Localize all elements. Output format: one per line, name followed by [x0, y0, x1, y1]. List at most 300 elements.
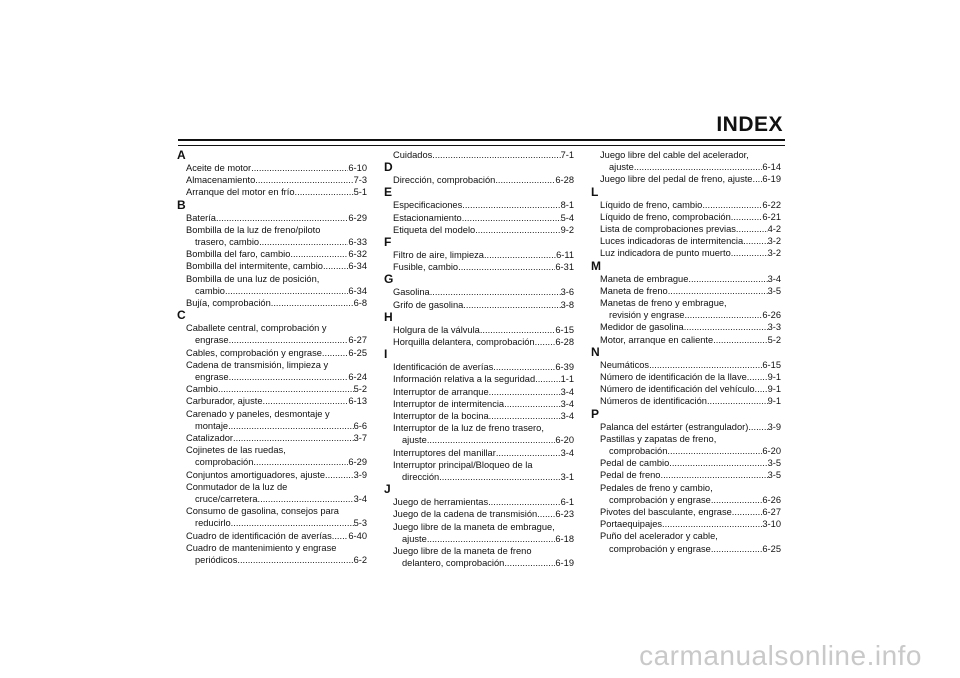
index-entry	[591, 235, 781, 247]
index-entry	[384, 545, 574, 569]
dot-leader	[489, 410, 561, 422]
index-column-3	[591, 149, 781, 555]
index-entry-text: Portaequipajes	[600, 519, 663, 530]
index-entry	[177, 174, 367, 186]
dot-leader	[463, 299, 560, 311]
dot-leader	[535, 373, 560, 385]
index-entry-text: Arranque del motor en frío	[186, 187, 295, 198]
index-entry	[591, 334, 781, 346]
index-entry-line: Cuadro de mantenimiento y engrase	[186, 542, 337, 553]
index-entry-text: Etiqueta del modelo	[393, 224, 476, 235]
index-entry-page: 5-4	[560, 212, 574, 223]
index-entry	[177, 408, 367, 432]
index-entry-page: 6-6	[353, 420, 367, 431]
index-entry	[591, 321, 781, 333]
dot-leader	[649, 359, 762, 371]
index-entry-text: Filtro de aire, limpieza	[393, 250, 484, 261]
index-entry	[384, 361, 574, 373]
index-entry	[384, 199, 574, 211]
dot-leader	[439, 471, 560, 483]
index-entry	[177, 273, 367, 297]
index-entry-text: Juego de la cadena de transmisión	[393, 509, 538, 520]
index-entry-text: Identificación de averías	[393, 362, 494, 373]
dot-leader	[504, 398, 560, 410]
index-entry	[384, 249, 574, 261]
index-entry-text: Batería	[186, 212, 216, 223]
dot-leader	[688, 273, 767, 285]
index-entry	[177, 186, 367, 198]
page-title: INDEX	[716, 113, 783, 136]
index-entry-text: Bombilla del intermitente, cambio	[186, 261, 323, 272]
index-entry-line: Pedales de freno y cambio,	[600, 482, 713, 493]
index-entry	[384, 410, 574, 422]
index-entry-text: Neumáticos	[600, 359, 650, 370]
index-entry	[591, 285, 781, 297]
watermark: carmanualsonline.info	[639, 640, 922, 671]
index-entry-page: 3-5	[767, 470, 781, 481]
index-entry	[591, 211, 781, 223]
index-entry	[177, 347, 367, 359]
index-entry	[384, 508, 574, 520]
index-entry	[177, 395, 367, 407]
index-entry-text: Bujía, comprobación	[186, 298, 271, 309]
index-entry-page: 3-4	[560, 386, 574, 397]
index-entry-line: Conmutador de la luz de	[186, 481, 288, 492]
dot-leader	[258, 493, 354, 505]
index-entry	[591, 371, 781, 383]
index-entry-page: 6-29	[348, 457, 367, 468]
dot-leader	[322, 347, 348, 359]
index-entry-page: 6-26	[762, 310, 781, 321]
index-entry-page: 5-2	[767, 334, 781, 345]
index-entry-page: 6-8	[353, 298, 367, 309]
index-entry-text: Lista de comprobaciones previas	[600, 224, 736, 235]
index-entry-text: Luces indicadoras de intermitencia	[600, 236, 744, 247]
dot-leader	[535, 336, 556, 348]
index-entry-text: ajuste	[609, 162, 634, 173]
index-entry	[177, 162, 367, 174]
index-entry-text: Aceite de motor	[186, 163, 252, 173]
dot-leader	[662, 518, 762, 530]
index-entry-page: 4-2	[767, 224, 781, 235]
index-entry-page: 5-2	[353, 384, 367, 395]
index-entry	[591, 297, 781, 321]
index-entry	[591, 223, 781, 235]
index-entry-line: Consumo de gasolina, consejos para	[186, 506, 339, 517]
index-entry	[384, 496, 574, 508]
index-entry-page: 3-2	[767, 248, 781, 259]
dot-leader	[711, 494, 763, 506]
dot-leader	[736, 223, 768, 235]
index-entry-text: reducirlo	[195, 518, 231, 529]
index-entry-text: Motor, arranque en caliente	[600, 334, 714, 345]
index-entry-page: 6-25	[762, 543, 781, 554]
index-entry-line: Juego libre de la maneta de embrague,	[393, 521, 555, 532]
header-rule-thin	[178, 145, 785, 146]
index-entry-text: Pedal de cambio	[600, 458, 670, 469]
index-entry	[384, 459, 574, 483]
dot-leader	[748, 421, 767, 433]
index-entry-page: 6-10	[348, 163, 367, 173]
index-entry-page: 3-9	[767, 421, 781, 432]
index-entry-text: comprobación	[609, 446, 668, 457]
dot-leader	[488, 496, 560, 508]
index-entry	[384, 286, 574, 298]
index-entry-page: 3-4	[560, 411, 574, 422]
index-entry-page: 6-27	[762, 507, 781, 518]
index-entry-text: Juego de herramientas	[393, 497, 489, 508]
dot-leader	[216, 212, 348, 224]
dot-leader	[713, 334, 767, 346]
index-entry-page: 3-3	[767, 322, 781, 333]
index-entry	[384, 149, 574, 161]
index-entry-text: revisión y engrase	[609, 310, 685, 321]
index-entry-line: Interruptor principal/Bloqueo de la	[393, 459, 533, 470]
index-entry-page: 6-11	[556, 250, 574, 261]
dot-leader	[462, 212, 561, 224]
index-entry-page: 5-1	[353, 187, 367, 198]
dot-leader	[752, 173, 762, 185]
index-entry-text: Fusible, cambio	[393, 262, 459, 273]
index-entry-page: 3-4	[767, 273, 781, 284]
dot-leader	[484, 249, 556, 261]
index-entry	[177, 432, 367, 444]
section-letter: A	[177, 148, 186, 162]
index-entry	[384, 422, 574, 446]
index-entry-text: Líquido de freno, cambio	[600, 199, 703, 210]
index-entry-page: 6-22	[762, 199, 781, 210]
index-entry-page: 9-2	[560, 224, 574, 235]
dot-leader	[323, 260, 348, 272]
index-entry-page: 3-6	[560, 287, 574, 298]
index-entry-text: dirección	[402, 472, 440, 483]
index-entry-line: Interruptor de la luz de freno trasero,	[393, 423, 544, 434]
index-entry	[384, 261, 574, 273]
index-entry	[384, 521, 574, 545]
dot-leader	[731, 247, 768, 259]
index-entry-text: montaje	[195, 420, 229, 431]
index-entry	[384, 336, 574, 348]
index-entry-page: 7-3	[353, 175, 367, 186]
dot-leader	[684, 321, 768, 333]
index-entry-text: Pedal de freno	[600, 470, 661, 481]
index-entry-page: 6-31	[555, 262, 574, 273]
dot-leader	[295, 186, 354, 198]
index-entry-page: 3-5	[767, 285, 781, 296]
dot-leader	[489, 386, 561, 398]
index-entry-text: Luz indicadora de punto muerto	[600, 248, 731, 259]
index-entry-line: Caballete central, comprobación y	[186, 323, 327, 334]
index-entry-text: Cables, comprobación y engrase	[186, 347, 322, 358]
dot-leader	[229, 334, 349, 346]
index-entry	[384, 398, 574, 410]
index-entry-text: Horquilla delantera, comprobación	[393, 337, 535, 348]
section-letter: J	[384, 482, 391, 497]
section-letter: C	[177, 308, 186, 323]
index-entry	[177, 359, 367, 383]
dot-leader	[669, 457, 767, 469]
index-entry-page: 6-20	[762, 446, 781, 457]
dot-leader	[332, 530, 349, 542]
dot-leader	[228, 420, 353, 432]
index-entry	[384, 212, 574, 224]
index-entry-page: 6-15	[555, 324, 574, 335]
index-entry-text: Interruptores del manillar	[393, 447, 496, 458]
index-entry-page: 3-10	[762, 519, 781, 530]
index-entry	[591, 518, 781, 530]
index-entry	[177, 505, 367, 529]
index-entry-page: 6-1	[560, 497, 574, 508]
index-entry-text: delantero, comprobación	[402, 558, 505, 569]
index-entry-line: Juego libre del cable del acelerador,	[600, 150, 749, 160]
index-entry-line: Cadena de transmisión, limpieza y	[186, 359, 329, 370]
dot-leader	[231, 517, 354, 529]
index-entry-line: Carenado y paneles, desmontaje y	[186, 408, 330, 419]
index-entry-line: Cojinetes de las ruedas,	[186, 445, 286, 456]
index-entry-text: Dirección, comprobación	[393, 175, 496, 186]
dot-leader	[684, 309, 762, 321]
index-entry-text: cruce/carretera	[195, 494, 258, 505]
dot-leader	[711, 543, 763, 555]
dot-leader	[732, 506, 763, 518]
dot-leader	[743, 235, 767, 247]
index-entry-line: Pastillas y zapatas de freno,	[600, 433, 717, 444]
dot-leader	[427, 434, 556, 446]
index-entry-page: 6-23	[555, 509, 574, 520]
dot-leader	[668, 285, 768, 297]
index-entry-page: 6-14	[762, 162, 781, 173]
index-entry-page: 3-7	[353, 433, 367, 444]
index-entry	[384, 447, 574, 459]
index-entry-page: 6-29	[348, 212, 367, 223]
section-letter: P	[591, 406, 600, 421]
index-entry-page: 9-1	[767, 384, 781, 395]
index-entry-text: Juego libre del pedal de freno, ajuste	[600, 174, 753, 185]
section-letter: H	[384, 309, 393, 324]
dot-leader	[480, 324, 556, 336]
index-entry-line: Manetas de freno y embrague,	[600, 298, 727, 309]
index-entry-text: ajuste	[402, 435, 427, 446]
dot-leader	[290, 248, 348, 260]
index-entry-text: Bombilla del faro, cambio	[186, 249, 291, 260]
index-entry-text: Número de identificación de la llave	[600, 372, 747, 383]
dot-leader	[660, 469, 767, 481]
index-entry-text: comprobación	[195, 457, 254, 468]
index-entry-text: Medidor de gasolina	[600, 322, 684, 333]
index-entry-line: Juego libre de la maneta de freno	[393, 546, 532, 557]
dot-leader	[755, 383, 768, 395]
dot-leader	[707, 395, 768, 407]
index-entry-page: 3-5	[767, 458, 781, 469]
index-entry-page: 6-19	[555, 558, 574, 569]
index-entry-page: 3-2	[767, 236, 781, 247]
dot-leader	[634, 161, 763, 173]
dot-leader	[702, 199, 762, 211]
index-entry	[591, 506, 781, 518]
index-entry-text: cambio	[195, 285, 225, 296]
section-letter: I	[384, 347, 388, 362]
index-entry	[177, 322, 367, 346]
index-entry-page: 9-1	[767, 396, 781, 407]
dot-leader	[496, 447, 561, 459]
index-entry-page: 6-21	[762, 211, 781, 222]
dot-leader	[253, 456, 348, 468]
section-letter: L	[591, 184, 599, 199]
index-entry-page: 6-25	[348, 347, 367, 358]
index-entry-text: Almacenamiento	[186, 175, 256, 186]
index-entry-page: 6-27	[348, 335, 367, 346]
index-entry	[591, 247, 781, 259]
index-entry-text: Información relativa a la seguridad	[393, 374, 536, 385]
section-letter: F	[384, 235, 392, 250]
index-entry-page: 9-1	[767, 372, 781, 383]
index-entry-text: Especificaciones	[393, 200, 463, 211]
index-entry-text: Holgura de la válvula	[393, 324, 480, 335]
index-entry-page: 3-9	[353, 469, 367, 480]
index-entry-text: Cuadro de identificación de averías	[186, 530, 332, 541]
index-entry	[177, 444, 367, 468]
dot-leader	[495, 174, 555, 186]
index-entry-text: Líquido de freno, comprobación	[600, 211, 731, 222]
index-entry-page: 3-4	[353, 494, 367, 505]
index-entry-text: Catalizador	[186, 433, 234, 444]
index-entry-text: comprobación y engrase	[609, 543, 711, 554]
index-entry	[177, 224, 367, 248]
index-entry-text: periódicos	[195, 555, 238, 566]
index-entry	[591, 359, 781, 371]
index-entry	[384, 174, 574, 186]
dot-leader	[462, 199, 560, 211]
section-letter: D	[384, 160, 393, 175]
index-entry-text: Estacionamiento	[393, 212, 462, 223]
index-entry-page: 6-33	[348, 237, 367, 248]
index-entry-page: 6-40	[348, 530, 367, 541]
dot-leader	[225, 285, 348, 297]
index-entry	[177, 248, 367, 260]
index-entry	[591, 395, 781, 407]
dot-leader	[458, 261, 555, 273]
index-entry-page: 6-26	[762, 494, 781, 505]
index-entry-text: Número de identificación del vehículo	[600, 384, 755, 395]
index-entry	[591, 530, 781, 554]
index-entry	[591, 469, 781, 481]
index-entry	[177, 469, 367, 481]
index-entry	[384, 373, 574, 385]
index-entry-text: Grifo de gasolina	[393, 299, 464, 310]
index-entry	[384, 324, 574, 336]
dot-leader	[271, 297, 354, 309]
dot-leader	[255, 174, 353, 186]
section-letter: E	[384, 185, 393, 200]
dot-leader	[427, 533, 556, 545]
index-entry-page: 8-1	[560, 200, 574, 211]
index-entry	[177, 297, 367, 309]
index-entry	[591, 199, 781, 211]
dot-leader	[325, 469, 354, 481]
index-entry-text: Números de identificación	[600, 396, 707, 407]
index-entry-text: engrase	[195, 372, 229, 383]
index-entry-text: Palanca del estárter (estrangulador)	[600, 421, 749, 432]
dot-leader	[430, 286, 561, 298]
index-entry	[591, 433, 781, 457]
index-entry-page: 3-8	[560, 299, 574, 310]
index-entry	[384, 386, 574, 398]
index-entry-page: 3-4	[560, 398, 574, 409]
index-entry	[177, 383, 367, 395]
index-entry-page: 6-34	[348, 261, 367, 272]
index-entry-page: 6-15	[762, 359, 781, 370]
index-entry-page: 6-19	[762, 174, 781, 185]
index-entry-text: ajuste	[402, 533, 427, 544]
dot-leader	[537, 508, 555, 520]
index-entry	[591, 173, 781, 185]
index-entry	[384, 224, 574, 236]
index-entry-page: 3-1	[560, 472, 574, 483]
index-entry-text: Carburador, ajuste	[186, 396, 263, 407]
index-entry	[384, 299, 574, 311]
dot-leader	[731, 211, 763, 223]
section-letter: N	[591, 344, 600, 359]
dot-leader	[218, 383, 354, 395]
index-entry	[591, 457, 781, 469]
dot-leader	[493, 361, 555, 373]
index-entry-page: 6-20	[555, 435, 574, 446]
dot-leader	[263, 395, 349, 407]
dot-leader	[475, 224, 560, 236]
index-entry-page: 3-4	[560, 447, 574, 458]
index-entry-text: Cuidados	[393, 150, 433, 160]
index-entry-text: Interruptor de arranque	[393, 386, 489, 397]
index-entry	[591, 273, 781, 285]
index-entry	[591, 383, 781, 395]
index-entry-page: 6-13	[348, 396, 367, 407]
index-entry	[177, 481, 367, 505]
index-entry-page: 5-3	[353, 518, 367, 529]
index-entry-line: Bombilla de una luz de posición,	[186, 273, 320, 284]
dot-leader	[229, 371, 349, 383]
index-entry	[591, 482, 781, 506]
index-entry	[591, 149, 781, 173]
section-letter: M	[591, 258, 601, 273]
index-entry-page: 6-2	[353, 555, 367, 566]
index-entry-text: Maneta de embrague	[600, 273, 689, 284]
header-rule-thick	[178, 139, 785, 141]
index-entry-page: 1-1	[560, 374, 574, 385]
index-entry-text: Gasolina	[393, 287, 430, 298]
index-column-1	[177, 149, 367, 566]
index-entry-page: 6-28	[555, 175, 574, 186]
index-entry-page: 7-1	[560, 150, 574, 160]
index-entry	[177, 212, 367, 224]
index-entry-page: 6-24	[348, 372, 367, 383]
index-entry	[177, 542, 367, 566]
dot-leader	[432, 149, 560, 161]
index-entry-page: 6-39	[555, 362, 574, 373]
section-letter: B	[177, 197, 186, 212]
index-entry-page: 6-28	[555, 337, 574, 348]
index-entry	[177, 260, 367, 272]
dot-leader	[233, 432, 354, 444]
dot-leader	[259, 236, 348, 248]
index-entry-text: Maneta de freno	[600, 285, 668, 296]
dot-leader	[667, 445, 762, 457]
index-entry-text: Conjuntos amortiguadores, ajuste	[186, 469, 326, 480]
index-entry-text: Interruptor de la bocina	[393, 411, 489, 422]
index-entry-page: 6-18	[555, 533, 574, 544]
index-entry-text: trasero, cambio	[195, 237, 260, 248]
dot-leader	[237, 554, 353, 566]
index-entry-text: Interruptor de intermitencia	[393, 398, 505, 409]
